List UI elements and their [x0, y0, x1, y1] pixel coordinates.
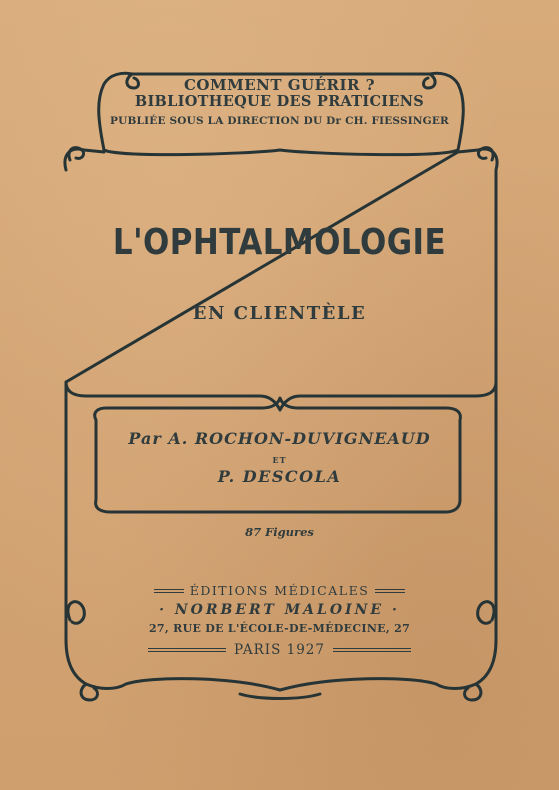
place-year-line — [0, 642, 559, 658]
series-editor-line: PUBLIÉE SOUS LA DIRECTION DU Dr CH. FIESSINGER — [110, 115, 449, 127]
publisher-address: 27, RUE DE L'ÉCOLE-DE-MÉDECINE, 27 — [148, 622, 411, 635]
double-rule-right — [333, 648, 411, 652]
upper-panel — [65, 149, 497, 410]
place-year: PARIS 1927 — [234, 642, 325, 658]
book-subtitle: EN CLIENTÈLE — [192, 303, 367, 324]
double-rule-right — [375, 589, 405, 593]
double-rule-left — [154, 589, 184, 593]
publisher-name: · NORBERT MALOINE · — [159, 602, 400, 618]
series-title: COMMENT GUÉRIR ? — [183, 76, 376, 94]
publisher-label: ÉDITIONS MÉDICALES — [189, 583, 370, 598]
author-line-1: Par A. ROCHON-DUVIGNEAUD — [128, 429, 431, 448]
author-conjunction: ET — [272, 455, 287, 465]
figures-count: 87 Figures — [245, 525, 314, 539]
book-title: L'OPHTALMOLOGIE — [112, 222, 447, 263]
author-line-2: P. DESCOLA — [217, 467, 342, 486]
series-subtitle: BIBLIOTHEQUE DES PRATICIENS — [134, 93, 425, 110]
double-rule-left — [148, 648, 226, 652]
publisher-line — [0, 583, 559, 598]
